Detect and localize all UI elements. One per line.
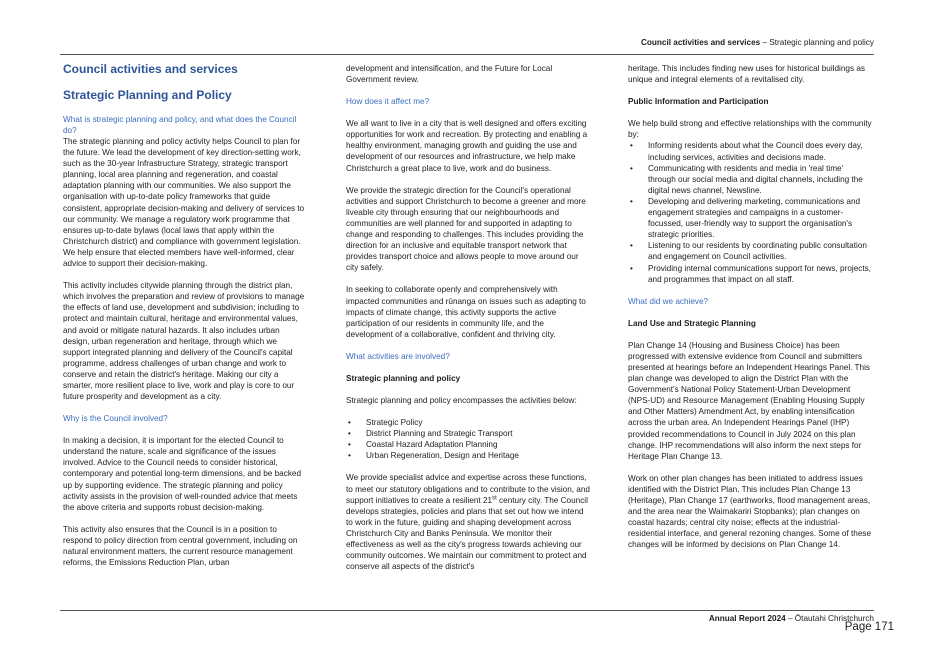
list-item: • Communicating with residents and media in 'real time' through our social media and digital channels, including the digital news channel, Newsline. bbox=[648, 163, 872, 196]
text-run: We provide specialist advice and expertise across these functions, to meet our statutory obligations and to contribute to the vision, and support initiatives to create a resilient 21 bbox=[346, 473, 590, 505]
header-section: Council activities and services bbox=[640, 38, 761, 47]
paragraph: In making a decision, it is important for the elected Council to understand the nature, scale and significance of the issues involved. Advice to the Council needs to consider historical, contemporary and potential long-term dimensions, and be backed up by supporting evidence. The strategic planning and policy activity assists in the provision of well-rounded advice that meets the above criteria and supports robust decision-making. bbox=[63, 436, 302, 512]
participation-list bbox=[628, 140, 872, 284]
footer-place: – Ōtautahi Christchurch bbox=[785, 614, 874, 623]
paragraph: Work on other plan changes has been initiated to address issues identified with the District Plan. This includes Plan Change 13 (Heritage), Plan Change 17 (earthworks, flood management areas, and the area near the Waimakariri Stopbanks); plan changes on coastal hazards; central city noise; effects at the industrial-residential interface, and general rezoning changes. Some of these changes will be informed by decisions on Plan Change 14. bbox=[628, 473, 872, 550]
subheading: Land Use and Strategic Planning bbox=[628, 318, 756, 328]
list-item: • Urban Regeneration, Design and Heritage bbox=[366, 450, 592, 461]
list-item: • Listening to our residents by coordinating public consultation and engagement on Council activities. bbox=[648, 240, 872, 262]
list-item: • Providing internal communications support for news, projects, and programmes that impact on all staff. bbox=[648, 263, 872, 285]
paragraph: This activity also ensures that the Council is in a position to respond to policy direction from central government, including on natural environment matters, the current resource management reforms, the Emissions Reduction Plan, urban bbox=[63, 524, 298, 568]
paragraph: The strategic planning and policy activity helps Council to plan for the future. We lead the development of key direction-setting work, such as the 30-year Infrastructure Strategy, strategic transport planning, local area planning and regeneration, and coastal adaptation planning with our communities. We also support the organisation with up-to-date policy frameworks that guide consistent, appropriate decision-making and delivery of services to our community. We manage a regulatory work programme that ensures up-to-date bylaws (local laws that apply within the Christchurch district) and compliance with government legislation. We help ensure that elected members have well-informed, clear advice to support their decision-making. bbox=[63, 137, 305, 269]
paragraph: development and intensification, and the Future for Local Government review. bbox=[346, 64, 553, 85]
list-item: • Developing and delivering marketing, communications and engagement strategies and campaigns in a customer-focussed, user-friendly way to support the organisation's strategic priorities. bbox=[648, 196, 872, 240]
activity-list bbox=[346, 417, 592, 461]
column-3 bbox=[628, 63, 872, 561]
text-run: century city. The Council develops strategies, policies and plans that set out how we intend to work in the future, guiding and shaping development across Christchurch City and Banks Peninsula. We monitor their effectiveness as well as the city's progress towards achieving our community outcomes. We maintain our commitment to protect and conserve all aspects of the district's bbox=[346, 495, 588, 572]
paragraph: This activity includes citywide planning through the district plan, which involves the preparation and review of provisions to manage the effects of land use, development and subdivision; including to protect and maintain cultural, heritage and environmental values, and avoid or mitigate natural hazards. It also includes urban design, urban regeneration and heritage, through which we support integrated planning and delivery of the Council's capital programme, address challenges of urban change and work to conserve and retain the district's heritage. Making our city a smarter, more resilient place to live, work and play is core to our future prosperity and development as a city. bbox=[63, 281, 305, 402]
question-heading: How does it affect me? bbox=[346, 97, 430, 107]
paragraph: Plan Change 14 (Housing and Business Choice) has been progressed with extensive evidence from Council and submitters presented at hearings before an Independent Hearings Panel. This plan change was developed to align the District Plan with the Government's National Policy Statement-Urban Development (NPS-UD) and Resource Management (Enabling Housing Supply and Other Matters) Amendment Act, by enabling intensification across the urban area. An Independent Hearings Panel (IHP) provided recommendations to Council in July 2024 on this plan change. IHP recommendations will also inform the next steps for Heritage Plan Change 13. bbox=[628, 340, 871, 461]
paragraph: We provide the strategic direction for the Council's operational activities and support Christchurch to become a greener and more liveable city through ensuring that our neighbourhoods and communities are well planned for and supported in adapting to change and responding to challenges. This includes providing the direction for an inclusive and equitable transport network that provides transport choice and allows people to move around our city safely. bbox=[346, 185, 586, 273]
page-number: Page 171 bbox=[844, 621, 894, 633]
footer-report: Annual Report 2024 bbox=[708, 614, 786, 623]
activity-title: Strategic Planning and Policy bbox=[63, 88, 232, 102]
list-item: • District Planning and Strategic Transport bbox=[366, 428, 592, 439]
paragraph: Strategic planning and policy encompasses the activities below: bbox=[346, 395, 577, 405]
column-1 bbox=[63, 60, 305, 579]
subheading: Public Information and Participation bbox=[628, 97, 769, 107]
list-item: • Informing residents about what the Council does every day, including services, activities and decisions made. bbox=[648, 140, 872, 162]
subheading: Strategic planning and policy bbox=[346, 373, 461, 383]
running-footer bbox=[60, 610, 874, 623]
list-item: • Coastal Hazard Adaptation Planning bbox=[366, 439, 592, 450]
question-heading: Why is the Council involved? bbox=[63, 414, 168, 424]
paragraph: In seeking to collaborate openly and comprehensively with impacted communities and rūnanga on issues such as adapting to impacts of climate change, this activity supports the active participation of our residents in community life, and the development of a collaborative, confident and thriving city. bbox=[346, 285, 586, 339]
question-heading: What activities are involved? bbox=[346, 351, 450, 361]
running-header bbox=[60, 38, 874, 55]
section-title: Council activities and services bbox=[63, 62, 238, 76]
paragraph: We help build strong and effective relationships with the community by: bbox=[628, 119, 872, 140]
header-subsection: – Strategic planning and policy bbox=[760, 38, 874, 47]
question-heading: What is strategic planning and policy, and what does the Council do? bbox=[63, 115, 297, 135]
superscript: st bbox=[492, 494, 497, 501]
list-item: • Strategic Policy bbox=[366, 417, 592, 428]
paragraph: heritage. This includes finding new uses for historical buildings as unique and integral elements of a revitalised city. bbox=[628, 64, 865, 85]
question-heading: What did we achieve? bbox=[628, 296, 709, 306]
paragraph bbox=[346, 472, 592, 572]
column-2 bbox=[346, 63, 592, 583]
paragraph: We all want to live in a city that is well designed and offers exciting opportunities for work and recreation. By protecting and enabling a healthy environment, managing growth and guiding the use and development of our resources and infrastructure, we help make Christchurch a great place to live, work and do business. bbox=[346, 119, 588, 173]
